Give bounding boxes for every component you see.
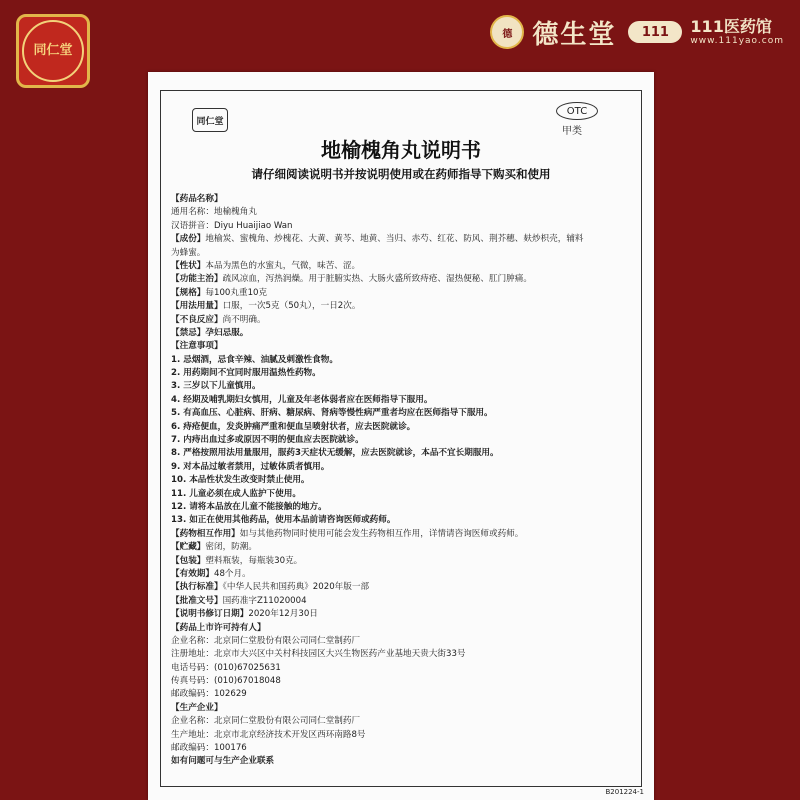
line-text: 3. 三岁以下儿童慎用。 xyxy=(171,381,261,392)
line-text: 电话号码：(010)67025631 xyxy=(171,662,281,673)
line-text: 疏风凉血，泻热润燥。用于脏腑实热、大肠火盛所致痔疮、湿热便秘、肛门肿痛。 xyxy=(222,274,532,285)
badge-111: 111 xyxy=(628,21,682,43)
document-line xyxy=(171,528,639,541)
line-text: 48个月。 xyxy=(213,568,251,579)
document-line xyxy=(171,581,639,594)
line-text: 9. 对本品过敏者禁用，过敏体质者慎用。 xyxy=(171,461,330,472)
line-text: 企业名称：北京同仁堂股份有限公司同仁堂制药厂 xyxy=(171,635,361,646)
document-line xyxy=(171,514,639,527)
document-line xyxy=(171,380,639,393)
document-line xyxy=(171,461,639,474)
brand-seal-icon: 德 xyxy=(490,15,524,49)
document-line xyxy=(171,273,639,286)
document-line xyxy=(171,568,639,581)
document-line xyxy=(171,394,639,407)
section-label: 【包装】 xyxy=(171,555,206,566)
line-text: 国药准字Z11020004 xyxy=(222,595,307,606)
line-text: 4. 经期及哺乳期妇女慎用，儿童及年老体弱者应在医师指导下服用。 xyxy=(171,394,433,405)
document-line xyxy=(171,608,639,621)
line-text: 尚不明确。 xyxy=(222,314,266,325)
document-body xyxy=(171,193,639,769)
document-line xyxy=(171,354,639,367)
line-text: 注册地址：北京市大兴区中关村科技园区大兴生物医药产业基地天贵大街33号 xyxy=(171,649,466,660)
line-text: 汉语拼音：Diyu Huaijiao Wan xyxy=(171,220,293,231)
document-line xyxy=(171,742,639,755)
document-line xyxy=(171,287,639,300)
document-line xyxy=(171,407,639,420)
section-label: 【批准文号】 xyxy=(171,595,223,606)
brand-name: 德生堂 xyxy=(532,19,617,50)
section-label: 【不良反应】 xyxy=(171,314,223,325)
document-line xyxy=(171,702,639,715)
document-logo: 同仁堂 xyxy=(192,108,228,132)
pharmacy-brand xyxy=(690,18,784,46)
section-label: 【贮藏】 xyxy=(171,542,206,553)
line-text: 7. 内痔出血过多或原因不明的便血应去医院就诊。 xyxy=(171,435,364,446)
section-label: 【功能主治】 xyxy=(171,274,223,285)
section-label: 【成份】 xyxy=(171,234,206,245)
document-line xyxy=(171,434,639,447)
document-line xyxy=(171,488,639,501)
document-line xyxy=(171,622,639,635)
brand-header xyxy=(490,14,784,50)
document-line xyxy=(171,206,639,219)
line-text: 6. 痔疮便血，发炎肿痛严重和便血呈喷射状者，应去医院就诊。 xyxy=(171,421,416,432)
document-line xyxy=(171,635,639,648)
line-text: 5. 有高血压、心脏病、肝病、糖尿病、肾病等慢性病严重者均应在医师指导下服用。 xyxy=(171,408,493,419)
logo-ring xyxy=(22,20,84,82)
line-text: 本品为黑色的水蜜丸，气微，味苦、涩。 xyxy=(205,260,361,271)
line-text: 邮政编码：100176 xyxy=(171,743,247,754)
document-line xyxy=(171,501,639,514)
document-line xyxy=(171,233,639,246)
line-text: 口服，一次5克（50丸），一日2次。 xyxy=(222,301,361,312)
section-label: 【药物相互作用】 xyxy=(171,528,240,539)
otc-mark: OTC xyxy=(556,102,598,120)
section-label: 【性状】 xyxy=(171,260,206,271)
logo-text: 同仁堂 xyxy=(33,43,73,58)
line-text: 企业名称：北京同仁堂股份有限公司同仁堂制药厂 xyxy=(171,716,361,727)
document-line xyxy=(171,675,639,688)
line-text: 邮政编码：102629 xyxy=(171,689,247,700)
document-line xyxy=(171,755,639,768)
document-line xyxy=(171,421,639,434)
section-label: 【执行标准】 xyxy=(171,582,223,593)
line-text: 1. 忌烟酒，忌食辛辣、油腻及刺激性食物。 xyxy=(171,354,338,365)
tongrentang-logo xyxy=(16,14,90,88)
line-text: 13. 如正在使用其他药品，使用本品前请咨询医师或药师。 xyxy=(171,515,396,526)
document-line xyxy=(171,555,639,568)
line-text: 如与其他药物同时使用可能会发生药物相互作用，详情请咨询医师或药师。 xyxy=(239,528,524,539)
line-text: 2020年12月30日 xyxy=(248,609,318,620)
document-line xyxy=(171,314,639,327)
section-label: 【用法用量】 xyxy=(171,301,223,312)
document-line xyxy=(171,729,639,742)
document-line xyxy=(171,220,639,233)
document-line xyxy=(171,300,639,313)
document-line xyxy=(171,247,639,260)
document-line xyxy=(171,688,639,701)
section-label: 【规格】 xyxy=(171,287,206,298)
line-text: 【禁忌】孕妇忌服。 xyxy=(171,327,249,338)
print-code: B201224-1 xyxy=(605,788,644,796)
document-subtitle: 请仔细阅读说明书并按说明使用或在药师指导下购买和使用 xyxy=(251,167,551,181)
line-text: 通用名称：地榆槐角丸 xyxy=(171,207,257,218)
instruction-sheet xyxy=(148,72,654,800)
line-text: 每100丸重10克 xyxy=(205,287,268,298)
line-text: 2. 用药期间不宜同时服用温热性药物。 xyxy=(171,368,321,379)
line-text: 【生产企业】 xyxy=(171,702,223,713)
line-text: 《中华人民共和国药典》2020年版一部 xyxy=(222,582,370,593)
otc-class: 甲类 xyxy=(562,126,582,137)
document-line xyxy=(171,447,639,460)
line-text: 为蜂蜜。 xyxy=(171,247,206,258)
section-label: 【说明书修订日期】 xyxy=(171,609,249,620)
line-text: 8. 严格按照用法用量服用，服药3天症状无缓解，应去医院就诊，本品不宜长期服用。 xyxy=(171,448,499,459)
document-line xyxy=(171,595,639,608)
line-text: 12. 请将本品放在儿童不能接触的地方。 xyxy=(171,501,327,512)
line-text: 【注意事项】 xyxy=(171,341,223,352)
document-line xyxy=(171,193,639,206)
document-line xyxy=(171,715,639,728)
line-text: 【药品名称】 xyxy=(171,194,223,204)
document-line xyxy=(171,541,639,554)
document-line xyxy=(171,327,639,340)
line-text: 11. 儿童必须在成人监护下使用。 xyxy=(171,488,301,499)
section-label: 【有效期】 xyxy=(171,568,214,579)
line-text: 传真号码：(010)67018048 xyxy=(171,676,281,687)
document-line xyxy=(171,340,639,353)
document-line xyxy=(171,648,639,661)
pharmacy-url: www.111yao.com xyxy=(690,36,784,46)
document-line xyxy=(171,662,639,675)
line-text: 如有问题可与生产企业联系 xyxy=(171,756,275,767)
document-line xyxy=(171,367,639,380)
line-text: 塑料瓶装，每瓶装30克。 xyxy=(205,555,303,566)
line-text: 【药品上市许可持有人】 xyxy=(171,622,266,633)
line-text: 生产地址：北京市北京经济技术开发区西环南路8号 xyxy=(171,729,366,740)
document-title: 地榆槐角丸说明书 xyxy=(321,138,481,162)
line-text: 10. 本品性状发生改变时禁止使用。 xyxy=(171,475,310,486)
line-text: 地榆炭、蜜槐角、炒槐花、大黄、黄芩、地黄、当归、赤芍、红花、防风、荆芥穗、麸炒枳壳，辅料 xyxy=(205,234,584,245)
pharmacy-name: 111医药馆 xyxy=(690,17,772,36)
line-text: 密闭，防潮。 xyxy=(205,542,257,553)
document-line xyxy=(171,260,639,273)
document-line xyxy=(171,474,639,487)
